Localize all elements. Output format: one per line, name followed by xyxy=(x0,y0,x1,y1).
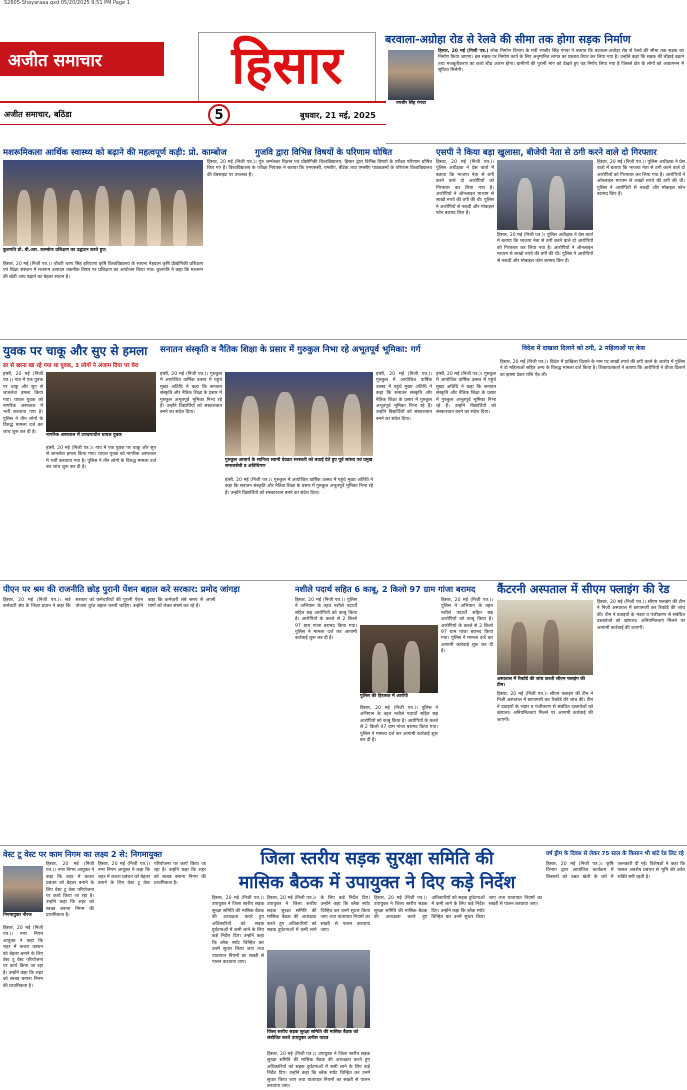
story-gju-results-headline: गुजवि द्वारा विभिन्न विषयों के परिणाम घोषित xyxy=(255,148,393,158)
story-knife-attack-photo xyxy=(46,372,156,432)
story-gurukul-photo xyxy=(225,372,373,456)
story-pension-headline: पीएन पर श्रम की राजनीति छोड़ पुरानी पेंशन बहाल करे सरकार: प्रमोद जांगड़ा xyxy=(3,584,240,594)
story-drugs-headline: नशीले पदार्थ सहित 6 काबू, 2 किलो 97 ग्राम गांजा बरामद xyxy=(295,584,476,594)
story-road-safety-body-col2: हिसार, 20 मई (निजी पत्र.)। उपायुक्त ने जिला स्तरीय सड़क सुरक्षा समिति की मासिक बैठक की अध्यक्षता करते हुए अधिकारियों को सड़क दुर्घटनाओं में कमी लाने के लिए कड़े निर्देश दिए। उन्होंने कहा कि ब्लैक स्पॉट चिन्हित कर उनमें सुधार किया जाए तथा यातायात नियमों का सख्ती से पालन करवाया जाए। xyxy=(267,896,370,934)
story-gurukul-headline: सनातन संस्कृति व नैतिक शिक्षा के प्रसार में गुरुकुल निभा रहे अभूतपूर्व भूमिका: गर्ग xyxy=(160,345,421,355)
newspaper-name: अजीत समाचार xyxy=(8,51,102,71)
story-visa-fraud-headline: विदेश में दाखला दिलाने को ठगी, 2 महिलाओं पर केस xyxy=(522,345,645,352)
story-gurukul-body-col4: हांसी, 20 मई (निजी पत्र.)। गुरुकुल में आयोजित वार्षिक उत्सव में पहुंचे मुख्य अतिथि ने कहा कि सनातन संस्कृति और नैतिक शिक्षा के प्रसार में गुरुकुल अभूतपूर्व भूमिका निभा रहे हैं। उन्होंने विद्यार्थियों को संस्कारवान बनने का संदेश दिया। xyxy=(436,372,496,416)
masthead-rule xyxy=(0,101,386,103)
story-knife-attack-caption: नागरिक अस्पताल में उपचाराधीन घायल युवक xyxy=(46,433,122,438)
story-cm-flying-body: हिसार, 20 मई (निजी पत्र.)। सीएम फ्लाइंग की टीम ने निजी अस्पताल में छापामारी कर रिकॉर्ड की जांच की। टीम ने दवाइयों के भंडार व पंजीकरण से संबंधित दस्तावेजों को खंगाला। अनियमितताएं मिलने पर आगामी कार्रवाई की जाएगी। xyxy=(597,600,685,631)
story-cm-flying-headline: कैंटरनी अस्पताल में सीएम फ्लाइंग की रेड xyxy=(497,582,670,596)
edition-label: अजीत समाचार, बठिंडा xyxy=(4,110,72,119)
story-farmers-body: हिसार, 20 मई (निजी पत्र.)। कृषि विभाग द्वारा आयोजित कार्यक्रम में किसानों को उन्नत खेती के बारे में जानकारी दी गई। विशेषज्ञों ने कहा कि फसल अवशेष प्रबंधन से भूमि की उर्वरा शक्ति बनी रहती है। xyxy=(546,862,685,880)
row-divider-2 xyxy=(0,580,687,581)
story-road-safety-headline-line2: मासिक बैठक में उपायुक्त ने दिए कड़े निर्देश xyxy=(238,873,516,893)
story-drugs-caption: पुलिस की हिरासत में आरोपी xyxy=(360,694,408,699)
story-road-safety-headline-line1: जिला स्तरीय सड़क सुरक्षा समिति की xyxy=(260,849,494,869)
story-cm-flying-photo xyxy=(497,600,593,675)
story-road-safety-photo xyxy=(267,950,370,1028)
story-sp-fraud-body-col2: हिसार, 20 मई (निजी पत्र.)। पुलिस अधीक्षक ने प्रेस वार्ता में बताया कि भाजपा नेता से ठगी करने वाले दो आरोपियों को गिरफ्तार कर लिया गया है। आरोपियों ने ऑनलाइन माध्यम से लाखों रुपये की ठगी की थी। पुलिस ने आरोपियों से नकदी और मोबाइल फोन बरामद किए हैं। xyxy=(497,233,593,264)
story-knife-attack-body-col2: हांसी, 20 मई (निजी पत्र.)। गांव में एक युवक पर चाकू और सुए से जानलेवा हमला किया गया। घायल युवक को नागरिक अस्पताल में भर्ती करवाया गया है। पुलिस ने तीन लोगों के विरुद्ध मामला दर्ज कर जांच शुरू कर दी है। xyxy=(46,446,156,471)
story-knife-attack-body: हांसी, 20 मई (निजी पत्र.)। गांव में एक युवक पर चाकू और सुए से जानलेवा हमला किया गया। घायल युवक को नागरिक अस्पताल में भर्ती करवाया गया है। पुलिस ने तीन लोगों के विरुद्ध मामला दर्ज कर जांच शुरू कर दी है। xyxy=(3,372,43,435)
story-mushroom-photo xyxy=(3,160,203,246)
story-road-safety-caption: जिला स्तरीय सड़क सुरक्षा समिति की मासिक बैठक को संबोधित करते उपायुक्त अनीश यादव xyxy=(267,1030,359,1041)
story-sp-fraud-body: हिसार, 20 मई (निजी पत्र.)। पुलिस अधीक्षक ने प्रेस वार्ता में बताया कि भाजपा नेता से ठगी करने वाले दो आरोपियों को गिरफ्तार कर लिया गया है। आरोपियों ने ऑनलाइन माध्यम से लाखों रुपये की ठगी की थी। पुलिस ने आरोपियों से नकदी और मोबाइल फोन बरामद किए हैं। xyxy=(436,160,494,217)
top-story-photo-caption: रणबीर सिंह गंगवा xyxy=(396,101,426,106)
story-pension-body: हिसार, 20 मई (निजी पत्र.)। सर्व कर्मचारी संघ के जिला प्रधान ने कहा कि सरकार को कर्मचारियों की पुरानी पेंशन योजना तुरंत बहाल करनी चाहिए। उन्होंने कहा कि कर्मचारी लंबे समय से अपनी मांगों को लेकर संघर्ष कर रहे हैं। xyxy=(3,598,216,610)
story-gurukul-caption: गुरुकुल आचार्य के सानिध्य स्वामी देवव्रत सरस्वती को बधाई देते हुए पूर्व सांसद एवं प्रमुख समाजसेवी व अतिथिगण xyxy=(225,458,373,469)
story-waste-body-col0: हिसार, 20 मई (निजी पत्र.)। नगर निगम आयुक्त ने कहा कि शहर में कचरा प्रबंधन को बेहतर बनाने के लिए वेस्ट टू वेस्ट परियोजना पर कार्य किया जा रहा है। उन्होंने कहा कि शहर को स्वच्छ बनाना निगम की प्राथमिकता है। xyxy=(3,926,43,989)
story-waste-caption: निगमायुक्त नीरज xyxy=(3,913,32,918)
story-road-safety-body: हिसार, 20 मई (निजी पत्र.)। उपायुक्त ने जिला स्तरीय सड़क सुरक्षा समिति की मासिक बैठक की अध्यक्षता करते हुए अधिकारियों को सड़क दुर्घटनाओं में कमी लाने के लिए कड़े निर्देश दिए। उन्होंने कहा कि ब्लैक स्पॉट चिन्हित कर उनमें सुधार किया जाए तथा यातायात नियमों का सख्ती से पालन करवाया जाए। xyxy=(212,896,264,966)
story-knife-attack-subhead: डर से खाना खा रहे गया था युवक, 3 लोगों ने अंजाम दिया पर घेरा xyxy=(3,363,139,369)
top-story-photo xyxy=(388,50,434,100)
story-waste-headline: वेस्ट टू वेस्ट पर काम निगम का लक्ष्य 2 से: निगमायुक्त xyxy=(3,850,163,859)
story-knife-attack-headline: युवक पर चाकू और सुए से हमला xyxy=(3,344,148,358)
story-farmers-headline: वर्ष ड्रीम के दिवस से लेकर 75 साल के किसान भी बांटे रेड लिट रहे xyxy=(546,851,684,857)
story-road-safety-body-col3: हिसार, 20 मई (निजी पत्र.)। उपायुक्त ने जिला स्तरीय सड़क सुरक्षा समिति की मासिक बैठक की अध्यक्षता करते हुए अधिकारियों को सड़क दुर्घटनाओं में कमी लाने के लिए कड़े निर्देश दिए। उन्होंने कहा कि ब्लैक स्पॉट चिन्हित कर उनमें सुधार किया जाए तथा यातायात नियमों का सख्ती से पालन करवाया जाए। xyxy=(267,1052,370,1090)
page-number: 5 xyxy=(208,104,230,126)
masthead-bottom-rule xyxy=(0,124,386,125)
story-sp-fraud-photo xyxy=(497,160,593,230)
story-cm-flying-body-col2: हिसार, 20 मई (निजी पत्र.)। सीएम फ्लाइंग की टीम ने निजी अस्पताल में छापामारी कर रिकॉर्ड की जांच की। टीम ने दवाइयों के भंडार व पंजीकरण से संबंधित दस्तावेजों को खंगाला। अनियमितताएं मिलने पर आगामी कार्रवाई की जाएगी। xyxy=(497,692,593,723)
story-mushroom-body: हिसार, 20 मई (निजी पत्र.)। चौधरी चरण सिंह हरियाणा कृषि विश्वविद्यालय के सायना नेहवाल कृषि प्रौद्योगिकी प्रशिक्षण एवं शिक्षा संस्थान में मशरूम उत्पादन तकनीक विषय पर प्रशिक्षण का आयोजन किया गया। कुलपति ने कहा कि मशरूम की खेती आय बढ़ाने का बेहतर साधन है। xyxy=(3,262,203,280)
story-waste-body: हिसार, 20 मई (निजी पत्र.)। नगर निगम आयुक्त ने कहा कि शहर में कचरा प्रबंधन को बेहतर बनाने के लिए वेस्ट टू वेस्ट परियोजना पर कार्य किया जा रहा है। उन्होंने कहा कि शहर को स्वच्छ बनाना निगम की प्राथमिकता है। xyxy=(46,862,94,919)
issue-date: बुधवार, 21 मई, 2025 xyxy=(300,111,376,120)
story-sp-fraud-headline: एसपी ने किया बड़ा खुलासा, बीजेपी नेता से ठगी करने वाले दो गिरफ्तार xyxy=(436,148,657,158)
story-gurukul-body: हांसी, 20 मई (निजी पत्र.)। गुरुकुल में आयोजित वार्षिक उत्सव में पहुंचे मुख्य अतिथि ने कहा कि सनातन संस्कृति और नैतिक शिक्षा के प्रसार में गुरुकुल अभूतपूर्व भूमिका निभा रहे हैं। उन्होंने विद्यार्थियों को संस्कारवान बनने का संदेश दिया। xyxy=(160,372,222,416)
story-drugs-photo xyxy=(360,625,438,693)
story-gju-results-body: हिसार, 20 मई (निजी पत्र.)। गुरु जम्भेश्वर विज्ञान एवं प्रौद्योगिकी विश्वविद्यालय, हिसार द्वारा विभिन्न विषयों के परीक्षा परिणाम घोषित किए गए हैं। विश्वविद्यालय के परीक्षा नियंत्रक ने बताया कि एमएससी, एमबीए, बीटेक तथा एमसीए पाठ्यक्रमों के परिणाम विश्वविद्यालय की वेबसाइट पर उपलब्ध हैं। xyxy=(207,160,432,178)
story-gurukul-body-col3: हांसी, 20 मई (निजी पत्र.)। गुरुकुल में आयोजित वार्षिक उत्सव में पहुंचे मुख्य अतिथि ने कहा कि सनातन संस्कृति और नैतिक शिक्षा के प्रसार में गुरुकुल अभूतपूर्व भूमिका निभा रहे हैं। उन्होंने विद्यार्थियों को संस्कारवान बनने का संदेश दिया। xyxy=(376,372,432,422)
story-drugs-body: हिसार, 20 मई (निजी पत्र.)। पुलिस ने अभियान के तहत नशीले पदार्थों सहित छह आरोपियों को काबू किया है। आरोपियों के कब्जे से 2 किलो 97 ग्राम गांजा बरामद किया गया। पुलिस ने मामला दर्ज कर आगामी कार्रवाई शुरू कर दी है। xyxy=(295,598,357,642)
story-cm-flying-caption: अस्पताल में रिकॉर्ड की जांच करती सीएम फ्लाइंग की टीम। xyxy=(497,677,586,688)
story-mushroom-headline: मशरूमिकला आर्थिक स्वास्थ्य को बढ़ाने की महत्वपूर्ण कड़ी: प्रो. काम्बोज xyxy=(3,148,227,158)
top-story-body xyxy=(438,49,684,141)
top-story-divider xyxy=(386,143,686,144)
city-title: हिसार xyxy=(198,32,376,102)
top-story-byline: हिसार, 20 मई (निजी पत्र.) xyxy=(438,49,489,54)
story-visa-fraud-body: हिसार, 20 मई (निजी पत्र.)। विदेश में दाखिला दिलाने के नाम पर लाखों रुपये की ठगी करने के आरोप में पुलिस ने दो महिलाओं सहित अन्य के विरुद्ध मामला दर्ज किया है। शिकायतकर्ता ने बताया कि आरोपियों ने वीजा दिलाने का झांसा देकर राशि ऐंठ ली। xyxy=(500,360,685,378)
story-drugs-body-col3: हिसार, 20 मई (निजी पत्र.)। पुलिस ने अभियान के तहत नशीले पदार्थों सहित छह आरोपियों को काबू किया है। आरोपियों के कब्जे से 2 किलो 97 ग्राम गांजा बरामद किया गया। पुलिस ने मामला दर्ज कर आगामी कार्रवाई शुरू कर दी है। xyxy=(441,598,493,655)
story-waste-photo xyxy=(3,866,43,912)
story-sp-fraud-body-col3: हिसार, 20 मई (निजी पत्र.)। पुलिस अधीक्षक ने प्रेस वार्ता में बताया कि भाजपा नेता से ठगी करने वाले दो आरोपियों को गिरफ्तार कर लिया गया है। आरोपियों ने ऑनलाइन माध्यम से लाखों रुपये की ठगी की थी। पुलिस ने आरोपियों से नकदी और मोबाइल फोन बरामद किए हैं। xyxy=(597,160,685,198)
story-gurukul-body-col2: हांसी, 20 मई (निजी पत्र.)। गुरुकुल में आयोजित वार्षिक उत्सव में पहुंचे मुख्य अतिथि ने कहा कि सनातन संस्कृति और नैतिक शिक्षा के प्रसार में गुरुकुल अभूतपूर्व भूमिका निभा रहे हैं। उन्होंने विद्यार्थियों को संस्कारवान बनने का संदेश दिया। xyxy=(225,478,373,496)
story-drugs-body-col2: हिसार, 20 मई (निजी पत्र.)। पुलिस ने अभियान के तहत नशीले पदार्थों सहित छह आरोपियों को काबू किया है। आरोपियों के कब्जे से 2 किलो 97 ग्राम गांजा बरामद किया गया। पुलिस ने मामला दर्ज कर आगामी कार्रवाई शुरू कर दी है। xyxy=(360,706,438,744)
story-mushroom-caption: कुलपति प्रो. बी.आर. काम्बोज प्रशिक्षण का उद्घाटन करते हुए। xyxy=(3,248,107,253)
row-divider-1 xyxy=(0,339,687,340)
top-story-headline: बरवाला-अग्रोहा रोड से रेलवे की सीमा तक होगा सड़क निर्माण xyxy=(385,33,631,46)
story-waste-body-col2: हिसार, 20 मई (निजी पत्र.)। नगर निगम आयुक्त ने कहा कि शहर में कचरा प्रबंधन को बेहतर बनाने के लिए वेस्ट टू वेस्ट परियोजना पर कार्य किया जा रहा है। उन्होंने कहा कि शहर को स्वच्छ बनाना निगम की प्राथमिकता है। xyxy=(98,862,206,887)
print-slug-line: S2605-Shayaraaa.qxd 05/20/2025 9:51 PM Page 1 xyxy=(4,0,130,6)
story-road-safety-body-col4: हिसार, 20 मई (निजी पत्र.)। उपायुक्त ने जिला स्तरीय सड़क सुरक्षा समिति की मासिक बैठक की अध्यक्षता करते हुए अधिकारियों को सड़क दुर्घटनाओं में कमी लाने के लिए कड़े निर्देश दिए। उन्होंने कहा कि ब्लैक स्पॉट चिन्हित कर उनमें सुधार किया जाए तथा यातायात नियमों का सख्ती से पालन करवाया जाए। xyxy=(374,896,542,921)
top-story-text: लोक निर्माण विभाग के मंत्री रणबीर सिंह गंगवा ने बताया कि बरवाला-अग्रोहा रोड से रेलवे की सीमा तक सड़क का निर्माण किया जाएगा। इस सड़क पर निर्माण कार्य के लिए अनुमानित लागत का प्रस्ताव तैयार कर लिया गया है। उन्होंने कहा कि सड़क की चौड़ाई बढ़ाने तथा मजबूतीकरण का कार्य शीघ्र आरंभ होगा। ग्रामीणों की पुरानी मांग को देखते हुए यह निर्णय लिया गया है जिससे क्षेत्र के लोगों को आवागमन में सुविधा मिलेगी। xyxy=(438,49,684,74)
